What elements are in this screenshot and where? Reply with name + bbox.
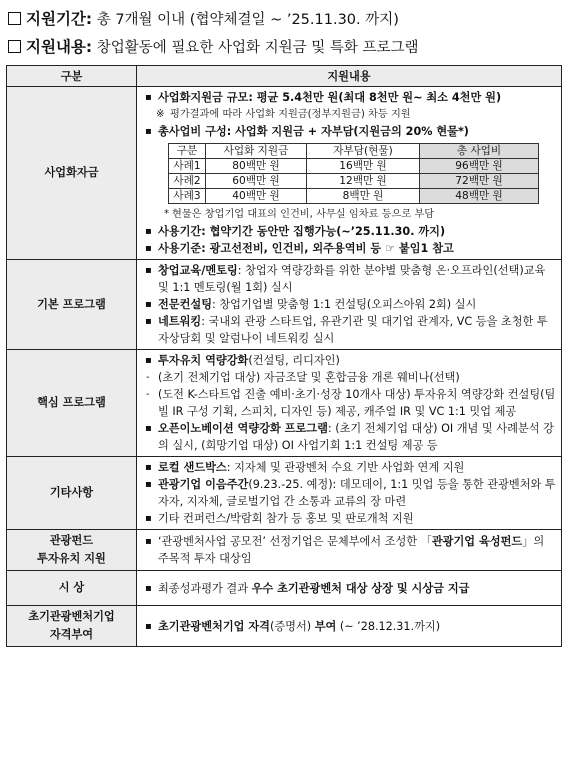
- list-item: [142, 296, 556, 313]
- item-key: 창업교육/멘토링: [158, 264, 238, 277]
- usage-criteria: ▪ 사용기준: 광고선전비, 인건비, 외주용역비 등 ☞ 붙임1 참고: [142, 240, 556, 257]
- support-period-label: 지원기간:: [26, 10, 93, 28]
- item-key: 전문컨설팅: [158, 298, 213, 311]
- item-text: 최종성과평가 결과: [158, 581, 252, 595]
- checkbox-square-icon: [8, 12, 21, 25]
- item-key: 관광기업 이음주간: [158, 478, 249, 491]
- item-text: (증명서): [269, 619, 315, 633]
- list-item: ▪ 기타 컨퍼런스/박람회 참가 등 홍보 및 판로개척 지원: [142, 510, 556, 527]
- funding-scale-note: ※ 평가결과에 따라 사업화 지원금(정부지원금) 차등 지원: [142, 106, 556, 123]
- inner-cell: 8백만 원: [307, 189, 420, 204]
- inner-cell: 16백만 원: [307, 159, 420, 174]
- budget-example-table: [168, 143, 539, 204]
- category-line: 초기관광벤처기업: [28, 610, 115, 623]
- item-text: : 창업자 역량강화를 위한 분야별 맞춤형 온·오프라인(선택)교육 및 1:1 멘토링(월 1회) 실시: [158, 264, 546, 294]
- inner-cell: 12백만 원: [307, 174, 420, 189]
- category-qualification: [7, 606, 137, 647]
- row-qualification: [7, 606, 562, 647]
- list-item: [142, 420, 556, 454]
- table-header-row: [7, 66, 562, 87]
- list-item: [142, 313, 556, 347]
- inner-cell: 48백만 원: [420, 189, 539, 204]
- item-key: 부여: [314, 619, 337, 633]
- inner-cell: 사례3: [169, 189, 206, 204]
- inner-header-row: [169, 144, 539, 159]
- funding-scale: ▪ 사업화지원금 규모: 평균 5.4천만 원(최대 8천만 원~ 최소 4천만 원): [142, 89, 556, 106]
- inner-row: [169, 189, 539, 204]
- content-etc: [137, 457, 562, 530]
- category-fund: [7, 530, 137, 571]
- funding-budget: ▪ 총사업비 구성: 사업화 지원금 + 자부담(지원금의 20% 현물*): [142, 123, 556, 140]
- inner-cell: 40백만 원: [206, 189, 307, 204]
- column-header-content: 지원내용: [137, 66, 562, 87]
- inner-header: 사업화 지원금: [206, 144, 307, 159]
- support-table: [6, 65, 562, 647]
- content-award: [137, 571, 562, 606]
- item-key: 초기관광벤처기업 자격: [158, 619, 270, 633]
- category-line: 투자유치 지원: [37, 552, 106, 565]
- item-key: 관광기업 육성펀드: [431, 535, 523, 548]
- category-etc: 기타사항: [7, 457, 137, 530]
- inner-cell: 60백만 원: [206, 174, 307, 189]
- support-period-heading: [8, 7, 399, 29]
- content-fund: [137, 530, 562, 571]
- category-basic-program: 기본 프로그램: [7, 260, 137, 350]
- inner-cell: 사례2: [169, 174, 206, 189]
- inner-cell: 사례1: [169, 159, 206, 174]
- inner-row: [169, 159, 539, 174]
- category-funding: 사업화자금: [7, 87, 137, 260]
- item-key: 네트워킹: [158, 315, 202, 328]
- item-text: (컨설팅, 리디자인): [248, 354, 340, 367]
- inner-header: 구분: [169, 144, 206, 159]
- content-qualification: [137, 606, 562, 647]
- inkind-note: * 현물은 창업기업 대표의 인건비, 사무실 임차료 등으로 부담: [142, 206, 556, 223]
- category-core-program: 핵심 프로그램: [7, 350, 137, 457]
- list-item: [142, 262, 556, 296]
- usage-period: ▪ 사용기간: 협약기간 동안만 집행가능(~’25.11.30. 까지): [142, 223, 556, 240]
- row-core-program: [7, 350, 562, 457]
- item-text: ‘관광벤처사업 공모전’ 선정기업은 문체부에서 조성한 「: [158, 535, 432, 548]
- list-item: [142, 459, 556, 476]
- content-funding: [137, 87, 562, 260]
- support-content-label: 지원내용:: [26, 38, 93, 56]
- inner-header: 총 사업비: [420, 144, 539, 159]
- inner-cell: 72백만 원: [420, 174, 539, 189]
- support-period-value: 총 7개월 이내 (협약체결일 ~ ’25.11.30. 까지): [92, 12, 399, 28]
- item-text: (~ ’28.12.31.까지): [336, 619, 441, 633]
- list-subitem: - (도전 K-스타트업 진출 예비·초기·성장 10개사 대상) 투자유치 역량강화 컨설팅(팀빌 IR 구성 기획, 스피치, 디자인 등) 제공, 캐주얼 IR 및 VC 1:1 밋업 제공: [142, 386, 556, 420]
- item-text: : 지자체 및 관광벤처 수요 기반 사업화 연계 지원: [226, 461, 465, 474]
- column-header-category: 구분: [7, 66, 137, 87]
- inner-cell: 80백만 원: [206, 159, 307, 174]
- inner-header: 자부담(현물): [307, 144, 420, 159]
- list-item: [142, 533, 556, 567]
- row-fund: [7, 530, 562, 571]
- item-text: 」의 주목적 투자 대상임: [158, 535, 545, 565]
- category-award: 시 상: [7, 571, 137, 606]
- item-text: : 국내외 관광 스타트업, 유관기관 및 대기업 관계자, VC 등을 초청한 투자상담회 및 알럼나이 네트워킹 실시: [158, 315, 548, 345]
- item-key: 우수 초기관광벤처 대상 상장 및 시상금 지급: [251, 581, 470, 595]
- item-text: : 창업기업별 맞춤형 1:1 컨설팅(오피스아워 2회) 실시: [212, 298, 477, 311]
- item-text: (9.23.-25. 예정): 데모데이, 1:1 밋업 등을 통한 관광벤처와 투자자, 지자체, 글로벌기업 간 소통과 교류의 장 마련: [158, 478, 556, 508]
- item-key: 오픈이노베이션 역량강화 프로그램: [158, 422, 328, 435]
- row-basic-program: [7, 260, 562, 350]
- item-key: 로컬 샌드박스: [158, 461, 227, 474]
- checkbox-square-icon: [8, 40, 21, 53]
- content-core-program: [137, 350, 562, 457]
- support-content-heading: [8, 35, 419, 57]
- list-item: [142, 580, 556, 597]
- item-key: 투자유치 역량강화: [158, 354, 249, 367]
- list-item: [142, 352, 556, 369]
- list-item: [142, 476, 556, 510]
- list-subitem: - (초기 전체기업 대상) 자금조달 및 혼합금융 개론 웨비나(선택): [142, 369, 556, 386]
- support-content-value: 창업활동에 필요한 사업화 지원금 및 특화 프로그램: [92, 40, 419, 56]
- item-text: : (초기 전체기업 대상) OI 개념 및 사례분석 강의 실시, (희망기업 대상) OI 사업기회 1:1 컨설팅 제공 등: [158, 422, 554, 452]
- category-line: 관광펀드: [49, 534, 94, 547]
- inner-row: [169, 174, 539, 189]
- row-etc: [7, 457, 562, 530]
- inner-cell: 96백만 원: [420, 159, 539, 174]
- list-item: [142, 618, 556, 635]
- category-line: 자격부여: [49, 628, 94, 641]
- row-award: [7, 571, 562, 606]
- row-funding: [7, 87, 562, 260]
- content-basic-program: [137, 260, 562, 350]
